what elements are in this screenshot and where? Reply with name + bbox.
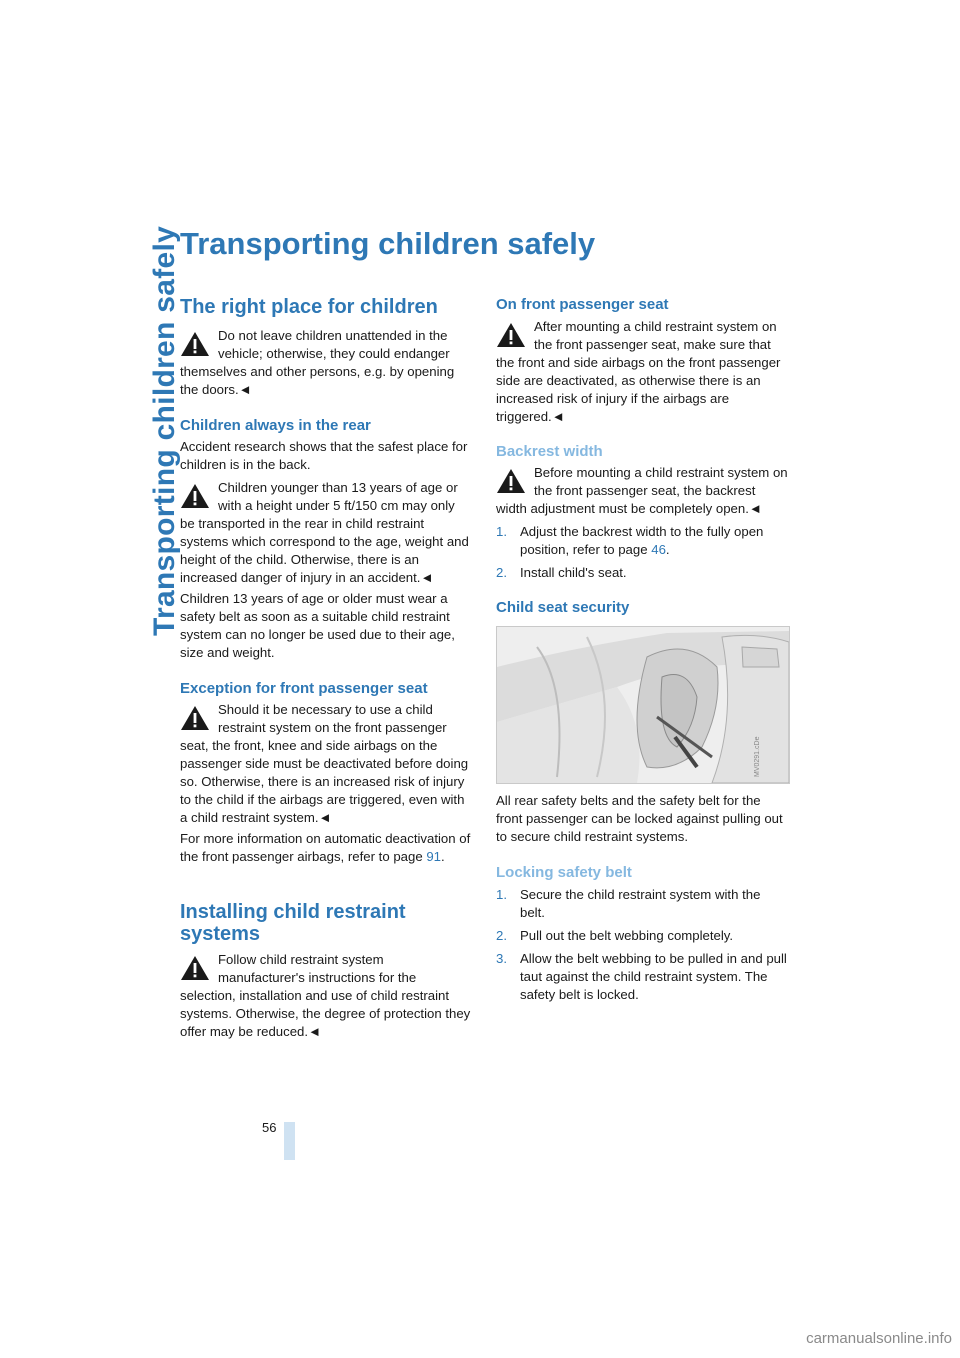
list-item: 1. Secure the child restraint system with the belt.	[496, 887, 761, 920]
step-number: 1.	[496, 524, 507, 539]
backrest-steps	[496, 523, 788, 587]
warning-exception	[180, 701, 472, 827]
warning-younger-13	[180, 479, 472, 587]
heading-children-rear: Children always in the rear	[180, 417, 371, 434]
warning-icon	[180, 955, 210, 981]
page-link-91[interactable]: 91	[426, 849, 441, 864]
list-item: 3. Allow the belt webbing to be pulled in and pull taut against the child restraint system. The safety belt is locked.	[496, 951, 787, 1002]
warning-icon	[496, 468, 526, 494]
heading-child-seat-security: Child seat security	[496, 599, 630, 616]
warning-icon	[180, 705, 210, 731]
warning-text: Do not leave children unattended in the vehicle; otherwise, they could endanger themselves and other persons, e.g. by opening the doors.◄	[180, 328, 455, 397]
side-chapter-title: Transporting children safely	[148, 225, 181, 636]
locking-steps	[496, 886, 788, 1009]
warning-text: Follow child restraint system manufacturer's instructions for the selection, installation and use of child restraint systems. Otherwise, the degree of protection they offer may be reduced.◄	[180, 952, 471, 1039]
heading-front-passenger: On front passenger seat	[496, 296, 669, 313]
list-item: 2. Pull out the belt webbing completely.	[496, 928, 734, 943]
warning-icon	[180, 331, 210, 357]
list-item: 2. Install child's seat.	[496, 565, 627, 580]
page-marker-bar	[284, 1122, 295, 1160]
page-link-46[interactable]: 46	[651, 542, 666, 557]
warning-icon	[496, 322, 526, 348]
page-number: 56	[262, 1120, 277, 1135]
paragraph-security: All rear safety belts and the safety belt for the front passenger can be locked against pulling out to secure child restraint systems.	[496, 793, 783, 844]
watermark: carmanualsonline.info	[806, 1330, 952, 1347]
heading-installing: Installing child restraint systems	[180, 901, 406, 945]
warning-text: Before mounting a child restraint system on the front passenger seat, the backrest width adjustment must be completely open.◄	[496, 465, 788, 516]
paragraph-more-info: For more information on automatic deactivation of the front passenger airbags, refer to page 91.	[180, 831, 471, 864]
child-seat-illustration	[496, 626, 790, 784]
step-number: 1.	[496, 887, 507, 902]
warning-icon	[180, 483, 210, 509]
heading-backrest-width: Backrest width	[496, 443, 603, 460]
step-number: 2.	[496, 928, 507, 943]
car-interior-image	[497, 627, 789, 783]
warning-text: Should it be necessary to use a child restraint system on the front passenger seat, the front, knee and side airbags on the passenger side must be deactivated before doing so. Otherwise, there is an increased risk of injury to the child if the airbags are triggered, even with a child restraint system.◄	[180, 702, 469, 825]
heading-exception-front: Exception for front passenger seat	[180, 680, 428, 697]
warning-text: Children younger than 13 years of age or with a height under 5 ft/150 cm may only be transported in the rear in child restraint systems which correspond to the age, weight and height of the child. Otherwise, there is an increased danger of injury in an accident.◄	[180, 480, 469, 585]
paragraph-rear: Accident research shows that the safest place for children is in the back.	[180, 439, 468, 472]
warning-text: After mounting a child restraint system on the front passenger seat, make sure that the front and side airbags on the front passenger side are deactivated, as otherwise there is an increased risk of injury if the airbags are triggered.◄	[496, 319, 781, 424]
image-code: MV0291.cDe	[754, 736, 761, 777]
list-item: 1. Adjust the backrest width to the fully open position, refer to page 46.	[496, 524, 764, 557]
warning-unattended	[180, 327, 472, 399]
paragraph-older-children: Children 13 years of age or older must wear a safety belt as soon as a suitable child restraint system can no longer be used due to their age, size and weight.	[180, 591, 455, 660]
heading-right-place: The right place for children	[180, 296, 438, 318]
step-number: 2.	[496, 565, 507, 580]
step-number: 3.	[496, 951, 507, 966]
warning-manufacturer	[180, 951, 472, 1041]
warning-front-passenger	[496, 318, 788, 426]
page-title: Transporting children safely	[180, 226, 596, 261]
heading-locking-belt: Locking safety belt	[496, 864, 632, 881]
warning-backrest	[496, 464, 788, 518]
